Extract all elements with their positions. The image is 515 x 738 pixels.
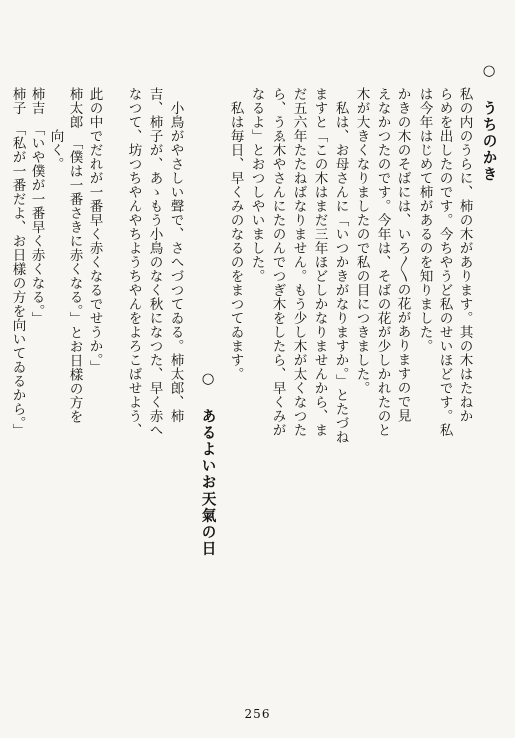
play-heading: ○ あるよいお天氣の日 — [199, 370, 217, 558]
text-column: なつて、坊つちやんやちようちやんをよろこばせよう、 — [125, 87, 142, 437]
text-column: 柿吉 「いや僕が一番早く赤くなる。」 — [28, 87, 45, 326]
text-column: なるよ」とおつしやいました。 — [248, 87, 265, 283]
text-column: 私は毎日、早くみのなるのをまつてゐます。 — [227, 87, 244, 381]
text-column: は今年はじめて柿があるのを知りました。 — [416, 87, 433, 353]
page-number: 256 — [244, 707, 271, 721]
text-column: ますと「この木はまだ三年ほどしかなりませんから、ま — [311, 87, 328, 437]
text-column: 吉、柿子が、あゝもう小鳥のなく秋になつた、早く赤へ — [146, 87, 163, 437]
text-column: 私は、お母さんに「いつかきがなりますか。」とたづね — [332, 87, 349, 445]
text-column: ら、うゑ木やさんにたのんでつぎ木をしたら、早くみが — [269, 87, 286, 437]
text-column: 向く。 — [47, 87, 64, 171]
story-heading: ○ うちのかき — [480, 62, 498, 183]
text-column: 此の中でだれが一番早く赤くなるでせうか。」 — [86, 87, 103, 375]
text-column: えなかつたのです。今年は、そばの花が少しかれたのと — [374, 87, 391, 437]
text-column: 柿太郎 「僕は一番さきに赤くなる。」とお日樣の方を — [66, 87, 83, 424]
text-column: かきの木のそばには、いろ〳〵の花がありますので見 — [394, 87, 411, 423]
text-column: 柿子 「私が一番だよ、お日樣の方を向いてゐるから。」 — [9, 87, 26, 438]
text-column: らめを出したのです。今ちやうど私のせいほどです。私 — [436, 87, 453, 437]
text-column: だ五六年たたねばなりません。もう少し木が太くなつた — [290, 87, 307, 437]
text-column: 小鳥がやさしい聲で、さへづつてゐる。柿太郎、柿 — [167, 87, 184, 423]
text-column: 私の内のうらに、柿の木があります。其の木はたねか — [456, 87, 473, 423]
text-column: 木が大きくなりましたので私の目につきました。 — [353, 87, 370, 395]
